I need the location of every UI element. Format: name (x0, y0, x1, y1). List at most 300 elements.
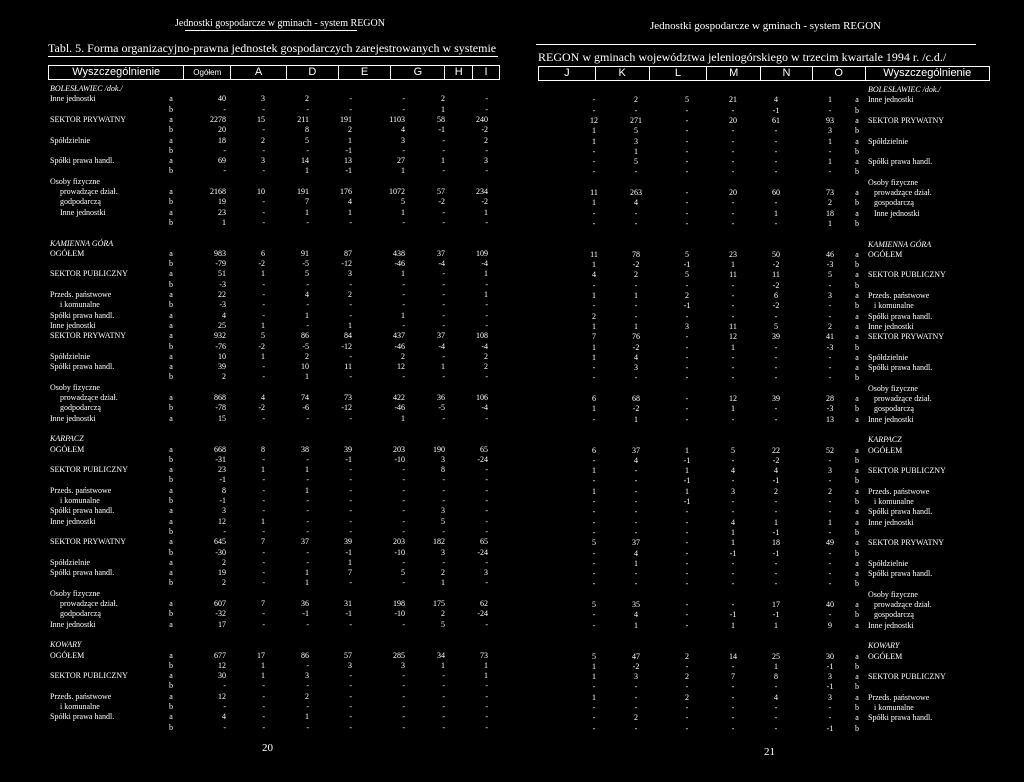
row-ab-marker: a (855, 311, 859, 321)
table-row (0, 651, 512, 661)
table-cell: - (774, 682, 778, 692)
table-row (0, 681, 512, 691)
table-cell: - (828, 527, 832, 537)
header-cell: N (760, 67, 812, 80)
table-cell: 12 (729, 394, 737, 403)
table-cell: 1 (305, 372, 309, 382)
table-cell: 234 (476, 187, 488, 196)
table-cell: 2 (484, 135, 488, 145)
table-cell: 1 (441, 156, 445, 166)
table-cell: - (731, 126, 735, 136)
table-cell: 3 (305, 671, 309, 681)
table-cell: 1 (774, 517, 778, 527)
row-ab-marker: b (855, 723, 859, 733)
row-label: Inne jednostki (868, 95, 914, 105)
table-cell: - (828, 548, 832, 558)
table-cell: -1 (345, 145, 352, 155)
table-cell: - (731, 301, 735, 311)
table-cell: 7 (305, 197, 309, 207)
table-cell: 1 (261, 269, 265, 279)
row-ab-marker: b (169, 341, 173, 351)
table-cell: 2 (222, 557, 226, 567)
table-row (0, 239, 512, 249)
table-cell: -1 (772, 105, 780, 115)
table-cell: -1 (683, 301, 691, 311)
table-cell: 4 (261, 393, 265, 402)
table-cell: - (402, 485, 405, 495)
table-row (0, 331, 512, 341)
table-row (0, 661, 512, 671)
table-cell: 65 (480, 444, 488, 454)
table-cell: - (774, 157, 778, 167)
table-cell: -31 (215, 454, 226, 464)
row-label: Osoby fizyczne (868, 177, 918, 187)
table-cell: - (442, 485, 445, 495)
row-ab-marker: a (855, 332, 859, 342)
table-cell: - (485, 526, 488, 536)
row-ab-marker: b (169, 702, 173, 711)
table-cell: 76 (632, 332, 640, 342)
table-cell: 5 (305, 269, 309, 279)
table-cell: - (223, 166, 226, 176)
table-cell: 1 (441, 362, 445, 372)
row-ab-marker: a (169, 444, 173, 454)
table-row (0, 414, 512, 424)
table-cell: 1 (592, 260, 596, 270)
table-cell: - (592, 723, 596, 733)
table-cell: - (685, 394, 689, 403)
table-cell: 2 (685, 651, 689, 661)
row-label: i komunalne (874, 497, 914, 506)
table-cell: - (262, 722, 265, 732)
table-cell: - (685, 167, 689, 177)
table-cell: - (634, 579, 638, 589)
row-ab-marker: a (855, 414, 859, 424)
table-cell: - (306, 660, 309, 670)
table-cell: - (828, 280, 832, 290)
row-ab-marker: b (855, 703, 859, 712)
table-row (0, 105, 512, 115)
row-label: Przeds. państwowe (868, 291, 930, 300)
table-cell: - (685, 352, 689, 362)
table-row (512, 147, 1024, 157)
table-cell: - (774, 342, 778, 352)
table-cell: - (774, 507, 778, 517)
table-cell: 57 (344, 650, 352, 660)
row-ab-marker: a (169, 557, 173, 567)
table-cell: 19 (218, 197, 226, 207)
table-cell: - (774, 404, 778, 414)
table-cell: 4 (634, 610, 638, 620)
table-cell: 31 (344, 599, 352, 608)
table-cell: 2 (828, 321, 832, 331)
table-row (512, 579, 1024, 589)
row-ab-marker: b (855, 548, 859, 558)
row-label: Inne jednostki (50, 94, 96, 104)
table-cell: - (685, 342, 689, 352)
row-ab-marker: a (169, 114, 173, 124)
table-cell: - (402, 619, 405, 629)
table-cell: 2 (441, 568, 445, 578)
row-label: godpodarczą (60, 197, 101, 207)
table-cell: 17 (257, 650, 265, 660)
table-cell: - (731, 713, 735, 723)
row-label: i komunalne (60, 300, 100, 310)
table-cell: 46 (826, 249, 834, 259)
table-row (0, 393, 512, 403)
table-row (512, 85, 1024, 95)
table-cell: 1 (634, 321, 638, 331)
table-cell: - (262, 526, 265, 536)
row-ab-marker: a (169, 599, 173, 608)
row-label: KAMIENNA GÓRA (868, 239, 932, 249)
row-label: KAMIENNA GÓRA (50, 238, 114, 248)
row-ab-marker: a (855, 538, 859, 548)
row-label: Spółdzielnie (50, 351, 90, 361)
table-cell: 1103 (389, 114, 405, 124)
table-cell: - (828, 167, 832, 177)
table-cell: - (442, 722, 445, 732)
table-cell: - (442, 526, 445, 536)
table-cell: 39 (772, 394, 780, 403)
table-cell: - (402, 516, 405, 526)
table-cell: -5 (302, 341, 309, 351)
table-cell: 2 (305, 94, 309, 104)
row-label: OGÓŁEM (868, 651, 903, 661)
table-cell: - (774, 352, 778, 362)
table-cell: 4 (401, 125, 405, 135)
table-cell: 50 (772, 249, 780, 259)
running-head-rule (185, 30, 357, 31)
table-row (512, 466, 1024, 476)
table-cell: - (442, 372, 445, 382)
table-cell: -3 (826, 260, 834, 270)
row-ab-marker: b (169, 547, 173, 557)
table-cell: - (262, 681, 265, 691)
table-cell: - (306, 279, 309, 289)
table-cell: - (828, 558, 832, 568)
table-cell: - (262, 712, 265, 722)
table-row (512, 415, 1024, 425)
table-row (512, 518, 1024, 528)
table-row (512, 713, 1024, 723)
table-cell: - (442, 166, 445, 176)
row-label: OGÓŁEM (50, 444, 85, 454)
table-cell: 18 (218, 135, 226, 145)
table-cell: 1 (305, 568, 309, 578)
table-cell: - (442, 413, 445, 423)
page-number-left: 20 (262, 742, 273, 754)
table-row (512, 209, 1024, 219)
table-cell: - (223, 104, 226, 114)
table-cell: 4 (348, 197, 352, 207)
table-row (0, 455, 512, 465)
row-ab-marker: b (855, 280, 859, 290)
table-cell: -1 (683, 455, 691, 465)
table-cell: 175 (433, 599, 445, 608)
table-cell: 11 (729, 321, 737, 331)
table-row (512, 600, 1024, 610)
table-cell: - (828, 352, 832, 362)
table-cell: 27 (397, 156, 405, 166)
table-cell: 1 (401, 310, 405, 320)
table-cell: - (349, 217, 352, 227)
table-cell: - (262, 207, 265, 217)
table-cell: - (485, 578, 488, 588)
row-label: Inne jednostki (50, 320, 96, 330)
table-cell: 5 (441, 516, 445, 526)
table-cell: 5 (401, 197, 405, 207)
table-cell: - (349, 94, 352, 104)
row-ab-marker: a (169, 413, 173, 423)
table-cell: - (685, 404, 689, 414)
table-row (512, 178, 1024, 188)
table-cell: 10 (301, 362, 309, 372)
row-label: gospodarczą (874, 610, 914, 620)
table-cell: 4 (731, 517, 735, 527)
table-cell: 1 (401, 166, 405, 176)
table-cell: - (828, 373, 832, 383)
table-cell: 1 (592, 672, 596, 682)
row-label: Spółdzielnie (868, 352, 908, 362)
header-cell: Ogółem (183, 66, 230, 79)
table-cell: -32 (215, 609, 226, 619)
table-cell: - (262, 125, 265, 135)
table-row (512, 270, 1024, 280)
table-cell: - (731, 136, 735, 146)
table-cell: 86 (301, 650, 309, 660)
table-cell: 28 (826, 394, 834, 403)
row-ab-marker: a (855, 651, 859, 661)
table-row (0, 228, 512, 238)
table-row (512, 281, 1024, 291)
table-cell: - (731, 167, 735, 177)
table-cell: 263 (630, 188, 642, 197)
table-cell: 2 (634, 713, 638, 723)
table-cell: - (402, 722, 405, 732)
table-cell: - (592, 363, 596, 373)
table-cell: - (774, 311, 778, 321)
table-cell: - (442, 290, 445, 299)
table-cell: 41 (826, 332, 834, 342)
row-ab-marker: a (169, 393, 173, 402)
table-cell: - (731, 661, 735, 671)
table-cell: 1 (484, 290, 488, 299)
table-cell: 2278 (210, 114, 226, 124)
table-cell: - (774, 373, 778, 383)
table-cell: 58 (437, 114, 445, 124)
table-cell: 1 (592, 291, 596, 300)
table-cell: -24 (477, 547, 488, 557)
table-cell: 868 (214, 393, 226, 402)
table-cell: 1 (401, 207, 405, 217)
table-cell: - (262, 413, 265, 423)
table-cell: - (402, 145, 405, 155)
table-cell: 3 (484, 568, 488, 578)
table-cell: 4 (222, 712, 226, 722)
header-cell: A (230, 66, 286, 79)
row-label: SEKTOR PRYWATNY (50, 114, 127, 124)
table-cell: - (592, 558, 596, 568)
table-row (512, 332, 1024, 342)
table-cell: - (731, 198, 735, 208)
table-cell: 2 (222, 578, 226, 588)
table-cell: 11 (729, 270, 737, 280)
table-row (0, 692, 512, 702)
table-cell: 1 (441, 660, 445, 670)
table-cell: - (349, 516, 352, 526)
table-cell: 40 (218, 94, 226, 104)
table-cell: -1 (345, 547, 352, 557)
table-cell: -1 (219, 475, 226, 485)
table-cell: - (306, 557, 309, 567)
table-cell: - (262, 372, 265, 382)
table-cell: - (402, 372, 405, 382)
table-cell: - (349, 526, 352, 536)
table-cell: 1 (828, 136, 832, 146)
row-label: SEKTOR PUBLICZNY (868, 466, 946, 476)
table-cell: 5 (261, 331, 265, 341)
table-cell: - (685, 115, 689, 125)
row-label: prowadzące dział. (874, 188, 932, 197)
table-cell: - (592, 373, 596, 383)
table-cell: - (349, 475, 352, 485)
row-label: Spółki prawa handl. (868, 713, 933, 723)
table-cell: 4 (634, 352, 638, 362)
table-cell: -10 (394, 547, 405, 557)
table-cell: 12 (729, 332, 737, 342)
row-label: i komunalne (60, 702, 100, 711)
table-cell: -3 (826, 342, 834, 352)
table-cell: 6 (261, 248, 265, 258)
row-label: Inne jednostki (874, 208, 920, 218)
table-row (512, 106, 1024, 116)
table-cell: 3 (828, 672, 832, 682)
table-cell: 1 (634, 620, 638, 630)
table-cell: 191 (297, 187, 309, 196)
table-row (0, 558, 512, 568)
table-cell: 203 (393, 444, 405, 454)
table-cell: 677 (214, 650, 226, 660)
table-cell: 1 (348, 207, 352, 217)
table-cell: 36 (301, 599, 309, 608)
table-row (0, 300, 512, 310)
table-cell: - (685, 569, 689, 579)
table-cell: - (349, 496, 352, 505)
table-cell: 5 (685, 270, 689, 280)
row-label: Spółki prawa handl. (868, 363, 933, 373)
table-cell: - (634, 373, 638, 383)
row-label: KARPACZ (50, 434, 84, 444)
table-cell: -2 (632, 260, 640, 270)
table-cell: 30 (218, 671, 226, 681)
table-cell: 2 (261, 135, 265, 145)
table-cell: 14 (729, 651, 737, 661)
row-ab-marker: a (169, 537, 173, 547)
table-cell: 438 (393, 248, 405, 258)
table-row (512, 610, 1024, 620)
table-cell: 18 (772, 538, 780, 548)
table-row (0, 362, 512, 372)
table-cell: 1 (348, 557, 352, 567)
table-cell: - (731, 507, 735, 517)
table-cell: 3 (828, 692, 832, 702)
table-row (0, 723, 512, 733)
row-label: OGÓŁEM (50, 650, 85, 660)
table-cell: - (592, 455, 596, 465)
row-label: Spółdzielnie (50, 557, 90, 567)
row-label: Spółdzielnie (868, 136, 908, 146)
row-label: godpodarczą (60, 609, 101, 619)
table-cell: 5 (731, 445, 735, 455)
table-cell: - (685, 363, 689, 373)
table-cell: -46 (394, 259, 405, 269)
table-cell: 4 (634, 455, 638, 465)
table-cell: 7 (731, 672, 735, 682)
row-ab-marker: b (855, 527, 859, 537)
table-cell: - (306, 217, 309, 227)
table-cell: - (349, 681, 352, 691)
table-cell: 1 (731, 527, 735, 537)
table-cell: - (774, 146, 778, 156)
table-row (0, 630, 512, 640)
table-cell: - (685, 126, 689, 136)
table-cell: 12 (590, 115, 598, 125)
table-row (0, 527, 512, 537)
table-cell: - (685, 105, 689, 115)
table-cell: 21 (729, 95, 737, 105)
table-cell: 13 (826, 414, 834, 424)
row-label: godpodarczą (60, 403, 101, 413)
table-cell: - (402, 691, 405, 701)
table-cell: - (485, 691, 488, 701)
table-cell: - (485, 320, 488, 330)
table-cell: - (592, 476, 596, 486)
table-cell: 37 (437, 248, 445, 258)
table-cell: - (592, 527, 596, 537)
row-label: SEKTOR PRYWATNY (50, 537, 127, 547)
table-row (512, 528, 1024, 538)
table-cell: -1 (683, 476, 691, 486)
table-cell: - (485, 619, 488, 629)
table-cell: 93 (826, 115, 834, 125)
table-cell: -1 (345, 609, 352, 619)
table-row (0, 146, 512, 156)
table-cell: - (731, 363, 735, 373)
table-cell: - (685, 507, 689, 517)
table-cell: - (262, 104, 265, 114)
table-cell: -2 (772, 260, 780, 270)
table-cell: - (592, 620, 596, 630)
row-label: Spółki prawa handl. (50, 156, 115, 166)
row-ab-marker: a (855, 291, 859, 300)
table-cell: - (592, 218, 596, 228)
table-cell: 240 (476, 114, 488, 124)
table-cell: 86 (301, 331, 309, 341)
header-cell: L (649, 67, 707, 80)
table-cell: 5 (634, 126, 638, 136)
row-ab-marker: a (855, 270, 859, 280)
table-row (0, 342, 512, 352)
table-cell: - (731, 455, 735, 465)
table-cell: - (634, 497, 638, 506)
table-cell: 12 (218, 516, 226, 526)
header-cell: I (472, 66, 499, 79)
table-cell: -2 (438, 197, 445, 207)
row-ab-marker: a (169, 465, 173, 475)
table-cell: 1 (634, 414, 638, 424)
table-cell: -2 (772, 455, 780, 465)
